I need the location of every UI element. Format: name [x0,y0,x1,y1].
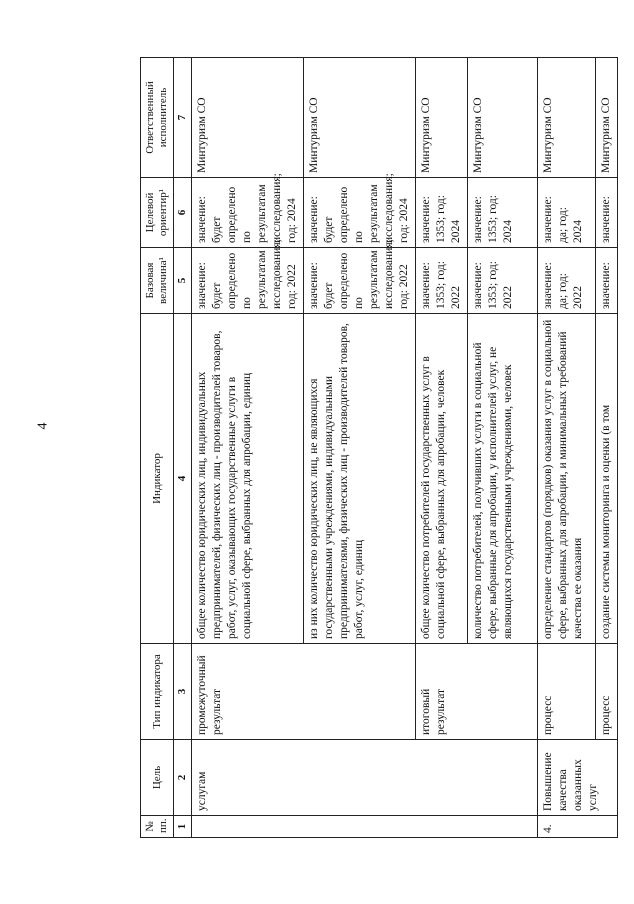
target-value-cell: значение: 1353; год: 2024 [468,178,538,248]
table-row [596,58,618,838]
responsible-cell: Минтуризм СО [304,58,416,178]
indicator-cell: общее количество юридических лиц, индивидуальных предпринимателей, физических лиц - производителей товаров, работ, услуг, оказывающих государственные услуги в социальной сфере, выбранных для апробации, единиц [192,314,304,644]
indicator-type-cell: процесс [538,644,596,740]
column-number: 4 [174,314,192,644]
responsible-cell: Минтуризм СО [596,58,618,178]
responsible-cell: Минтуризм СО [538,58,596,178]
base-value-cell: значение: будет определено по результатам исследования; год: 2022 [304,248,416,314]
column-number: 3 [174,644,192,740]
indicator-cell: количество потребителей, получивших услуги в социальной сфере, выбранные для апробации, у исполнителей услуг, не являющихся государственными учреждениями, человек [468,314,538,644]
column-number: 7 [174,58,192,178]
table-header-row [141,58,174,838]
target-value-cell: значение: будет определено по результатам исследования; год: 2024 [304,178,416,248]
indicator-cell: определение стандартов (порядков) оказания услуг в социальной сфере, выбранных для апробации, и минимальных требований качества ее оказания [538,314,596,644]
header-cell: Базовая величина¹ [141,248,174,314]
target-value-cell: значение: будет определено по результатам исследования; год: 2024 [192,178,304,248]
goal-cell: услугам [192,740,538,816]
base-value-cell: значение: да; год: 2022 [538,248,596,314]
header-cell: № пп. [141,816,174,838]
table-row [192,58,304,838]
indicator-type-cell: итоговый результат [416,644,538,740]
row-number-cell [192,816,538,838]
column-number: 5 [174,248,192,314]
header-cell: Целевой ориентир¹ [141,178,174,248]
page-number: 4 [35,422,51,430]
table-row [416,58,468,838]
indicator-cell: создание системы мониторинга и оценки (в том [596,314,618,644]
indicator-cell: общее количество потребителей государственных услуг в социальной сфере, выбранных для апробации, человек [416,314,468,644]
target-value-cell: значение: да; год: 2024 [538,178,596,248]
column-number: 6 [174,178,192,248]
responsible-cell: Минтуризм СО [416,58,468,178]
header-cell: Ответственный исполнитель [141,58,174,178]
base-value-cell: значение: [596,248,618,314]
base-value-cell: значение: 1353; год: 2022 [468,248,538,314]
column-number: 2 [174,740,192,816]
table-row [538,58,596,838]
target-value-cell: значение: 1353; год: 2024 [416,178,468,248]
goal-cell: Повышение качества оказанных услуг [538,740,618,816]
indicators-table [140,57,618,838]
base-value-cell: значение: будет определено по результатам исследования; год: 2022 [192,248,304,314]
responsible-cell: Минтуризм СО [468,58,538,178]
header-cell: Индикатор [141,314,174,644]
indicator-cell: из них количество юридических лиц, не являющихся государственными учреждениями, индивидуальными предпринимателями, физических лиц - производителей товаров, работ, услуг, единиц [304,314,416,644]
rotated-table-container [140,58,610,838]
column-number: 1 [174,816,192,838]
base-value-cell: значение: 1353; год: 2022 [416,248,468,314]
row-number-cell: 4. [538,816,618,838]
column-number-row [174,58,192,838]
indicator-type-cell: процесс [596,644,618,740]
indicator-type-cell: промежуточный результат [192,644,416,740]
target-value-cell: значение: [596,178,618,248]
header-cell: Тип индикатора [141,644,174,740]
responsible-cell: Минтуризм СО [192,58,304,178]
header-cell: Цель [141,740,174,816]
